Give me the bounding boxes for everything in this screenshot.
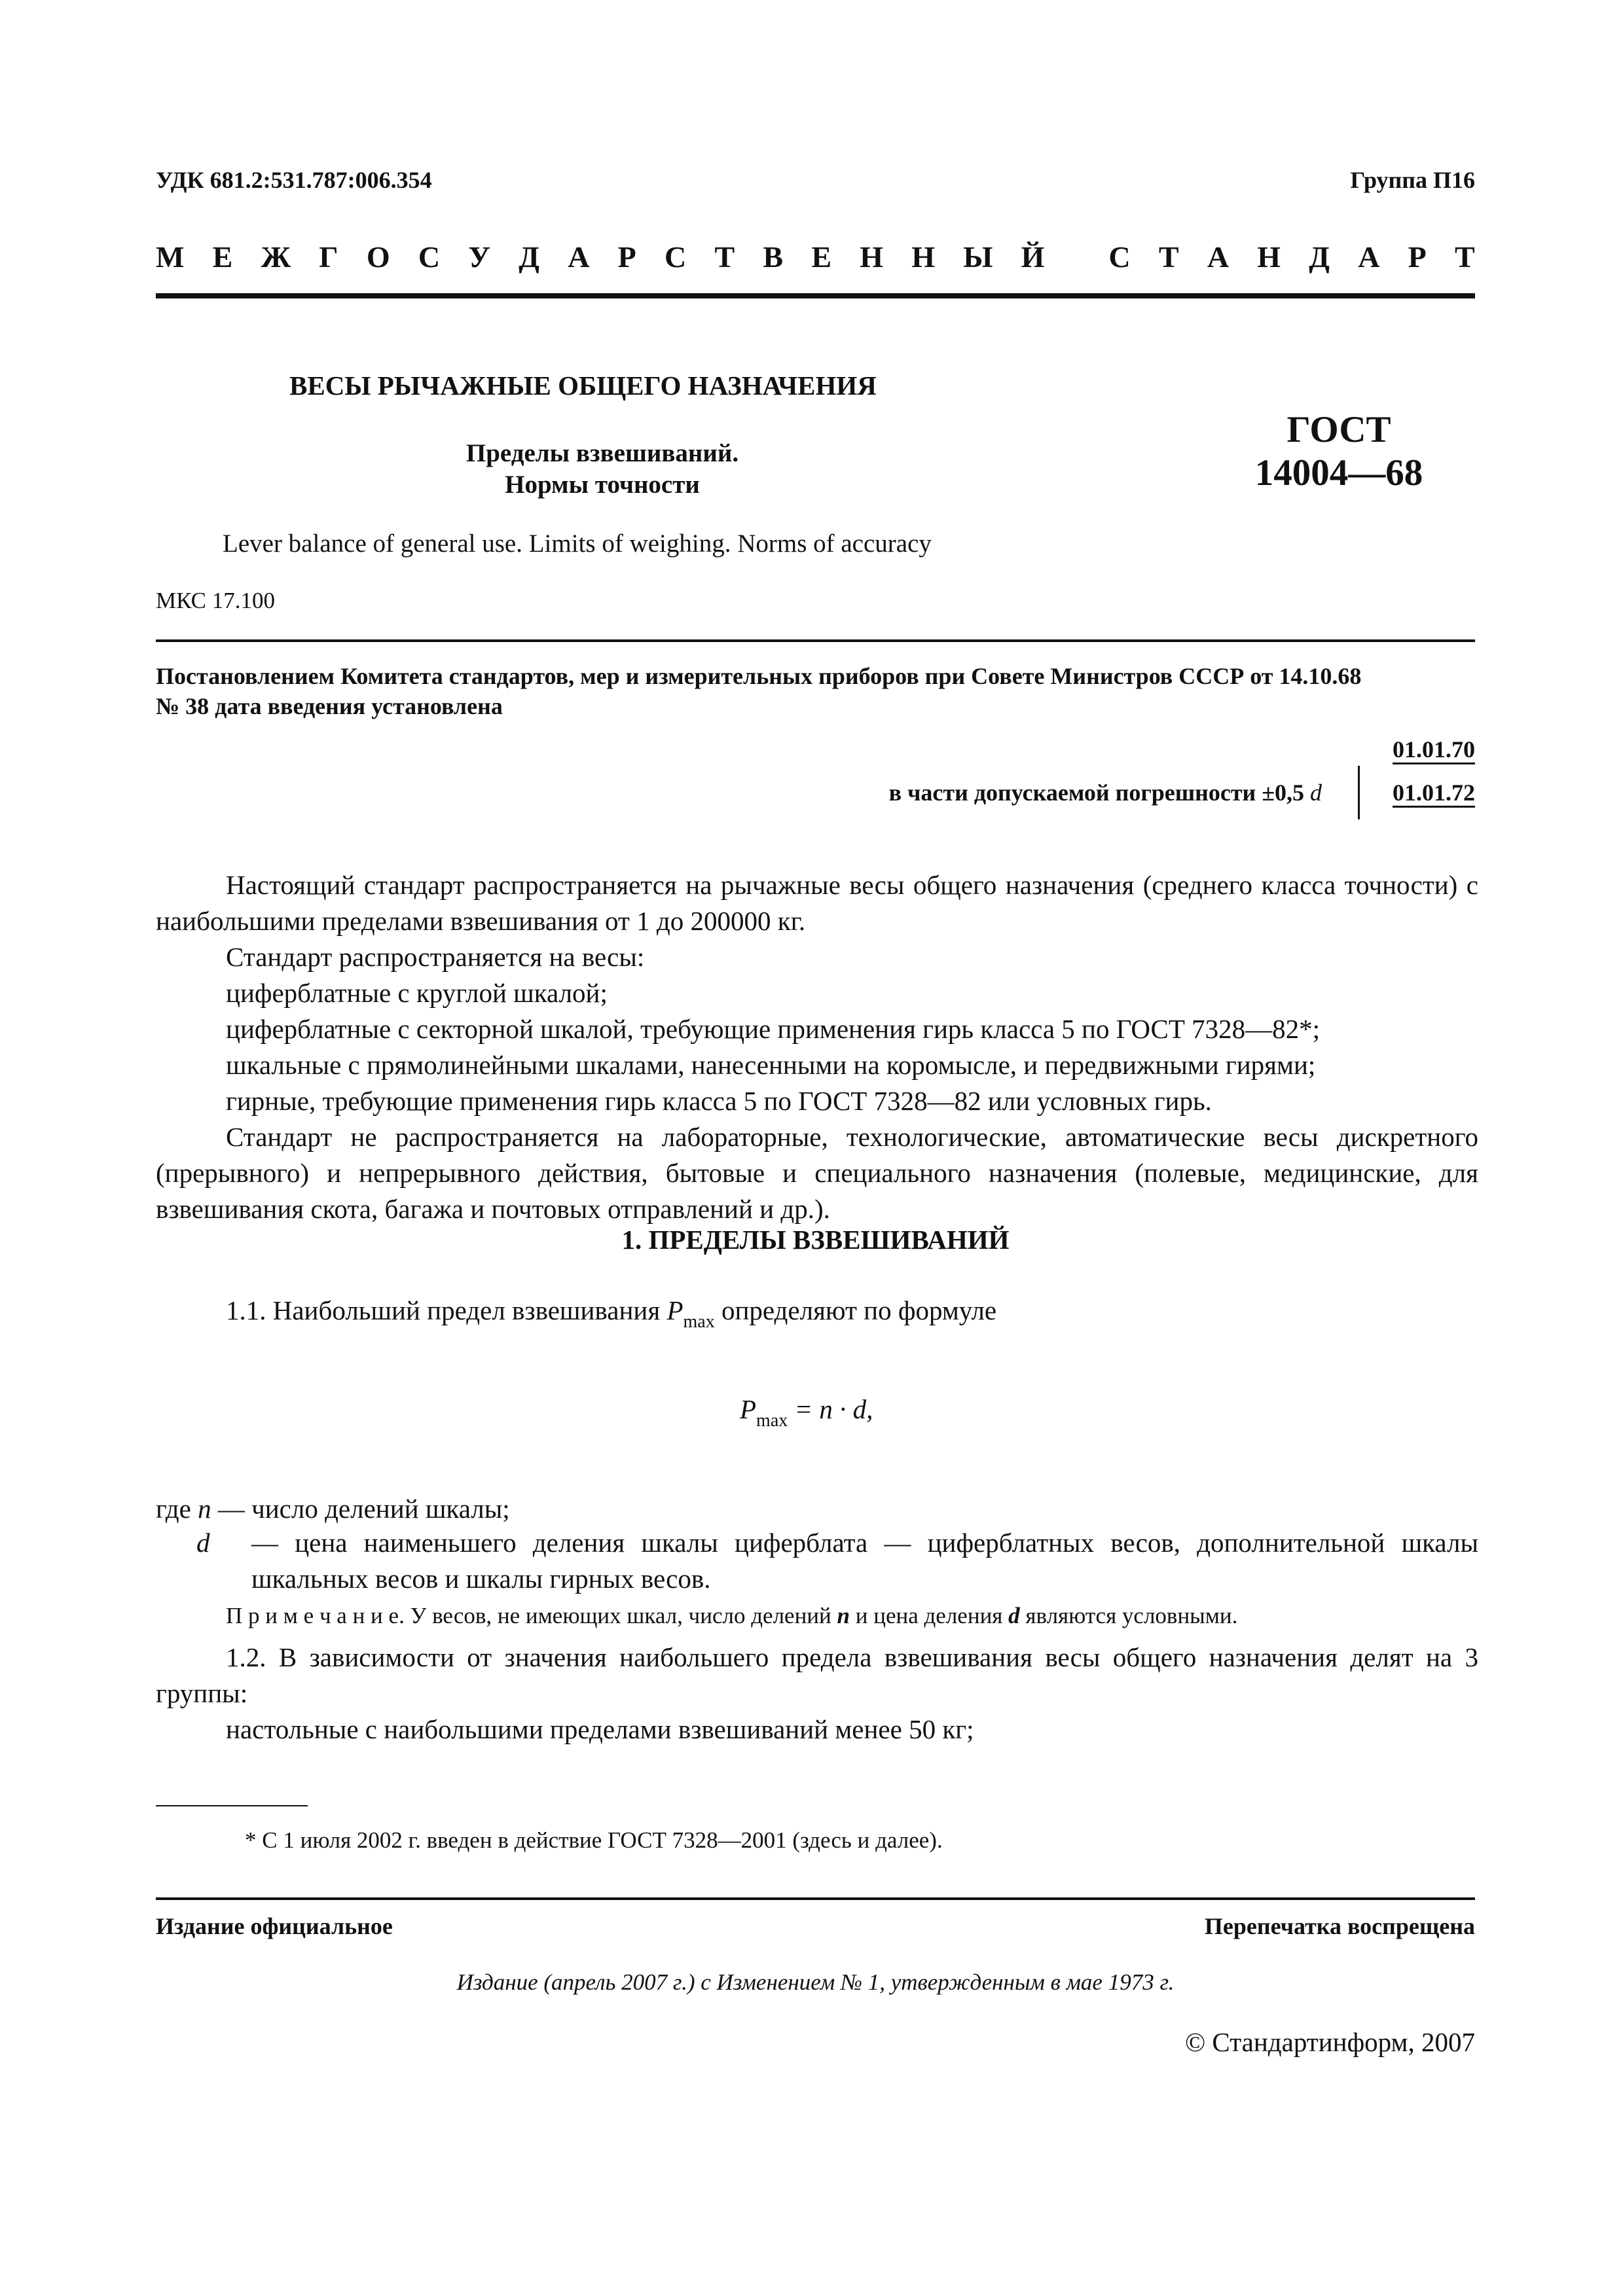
banner-letter: Н (911, 240, 936, 274)
banner-letter: В (763, 240, 784, 274)
banner-letter: Т (714, 240, 735, 274)
decree-rule (156, 639, 1475, 642)
note (226, 1603, 1237, 1629)
banner-rule (156, 293, 1475, 298)
footnote-rule (156, 1805, 308, 1806)
intro-paragraph-3: Стандарт не распространяется на лабораторные, технологические, автоматические весы дискретного (прерывного) и непрерывного действия, бытовые и специального назначения (полевые, медицинские, для взвешивания скота, багажа и почтовых отправлений и др.). (156, 1122, 1478, 1224)
intro-item-2: циферблатные с секторной шкалой, требующие применения гирь класса 5 по ГОСТ 7328—82*; (226, 1014, 1321, 1044)
clause-1-1-text-end: определяют по формуле (721, 1295, 997, 1325)
banner-letter: Р (1408, 240, 1427, 274)
document-subtitle-2: Нормы точности (505, 471, 700, 499)
banner-letter: Н (860, 240, 884, 274)
decree-line-1: Постановлением Комитета стандартов, мер и измерительных приборов при Совете Министров СССР от 14.10.68 (156, 663, 1362, 689)
decree-line-2: № 38 дата введения установлена (156, 693, 503, 719)
banner-letter: Н (1257, 240, 1281, 274)
udk-code: УДК 681.2:531.787:006.354 (156, 167, 432, 193)
banner-letter: Е (811, 240, 831, 274)
banner-gap (1073, 240, 1081, 274)
group-code: Группа П16 (1350, 167, 1475, 193)
footnote: * С 1 июля 2002 г. введен в действие ГОСТ 7328—2001 (здесь и далее). (245, 1827, 943, 1853)
effective-date-2: 01.01.72 (1393, 780, 1475, 806)
banner-letter: С (418, 240, 441, 274)
where-d-variable: d (196, 1528, 210, 1558)
banner-letter: Т (1455, 240, 1475, 274)
banner-letter: Р (617, 240, 636, 274)
banner-letter: Ж (261, 240, 291, 274)
edition-note: Издание (апрель 2007 г.) с Изменением № 1, утвержденным в мае 1973 г. (456, 1969, 1175, 1995)
note-text-3: являются условными. (1025, 1603, 1238, 1628)
banner-letter: Д (1309, 240, 1330, 274)
banner-letter: Ы (963, 240, 993, 274)
note-d-variable: d (1008, 1603, 1020, 1628)
intro-item-3: шкальные с прямолинейными шкалами, нанесенными на коромысле, и передвижными гирями; (226, 1050, 1316, 1080)
document-title: ВЕСЫ РЫЧАЖНЫЕ ОБЩЕГО НАЗНАЧЕНИЯ (289, 370, 877, 401)
section-heading: 1. ПРЕДЕЛЫ ВЗВЕШИВАНИЙ (621, 1225, 1010, 1255)
banner-letter: У (468, 240, 491, 274)
where-d-variable-wrap (196, 1525, 210, 1561)
date-separator (1358, 766, 1360, 819)
intro-paragraph-2: Стандарт распространяется на весы: (226, 942, 645, 972)
where-n-text: — число делений шкалы; (217, 1494, 510, 1524)
clause-1-2-item: настольные с наибольшими пределами взвешиваний менее 50 кг; (226, 1714, 974, 1744)
banner-letter: А (1207, 240, 1230, 274)
footer-rule (156, 1897, 1475, 1900)
intro-paragraph-1: Настоящий стандарт распространяется на рычажные весы общего назначения (среднего класса точности) с наибольшими пределами взвешивания от 1 до 200000 кг. (156, 870, 1478, 936)
banner-letter: А (1358, 240, 1380, 274)
effective-date-2-text: в части допускаемой погрешности ±0,5 (888, 780, 1304, 806)
where-word: где (156, 1494, 191, 1524)
effective-date-2-label (889, 779, 1322, 806)
official-edition: Издание официальное (156, 1913, 393, 1939)
formula-rest: = n · d, (794, 1394, 873, 1424)
banner-letter: О (366, 240, 390, 274)
banner-letter: С (1108, 240, 1131, 274)
clause-1-2: 1.2. В зависимости от значения наибольшего предела взвешивания весы общего назначения делят на 3 группы: (156, 1642, 1478, 1708)
note-text-1: У весов, не имеющих шкал, число делений (410, 1603, 831, 1628)
p-max-subscript: max (683, 1312, 715, 1332)
banner-letter: Г (319, 240, 338, 274)
where-n-variable: n (198, 1494, 211, 1524)
gost-number: 14004—68 (1254, 452, 1423, 493)
note-label: П р и м е ч а н и е. (226, 1603, 405, 1628)
banner-letter: Д (519, 240, 539, 274)
intro-item-1: циферблатные с круглой шкалой; (226, 978, 608, 1008)
where-n (156, 1491, 1478, 1527)
banner-letter: Т (1158, 240, 1179, 274)
banner-letter: А (568, 240, 590, 274)
intro-item-4: гирные, требующие применения гирь класса 5 по ГОСТ 7328—82 или условных гирь. (226, 1086, 1212, 1116)
gost-label: ГОСТ (1286, 409, 1391, 450)
where-d-text: — цена наименьшего деления шкалы циферблата — циферблатных весов, дополнительной шкалы шкальных весов и шкалы гирных весов. (251, 1528, 1478, 1594)
formula-subscript: max (756, 1410, 788, 1431)
banner-letter: Е (212, 240, 233, 274)
effective-date-2-variable: d (1310, 780, 1322, 806)
banner-letter: М (156, 240, 185, 274)
reprint-prohibited: Перепечатка воспрещена (1204, 1913, 1475, 1939)
banner-letter: Й (1021, 240, 1045, 274)
effective-date-1: 01.01.70 (1393, 736, 1475, 762)
copyright: © Стандартинформ, 2007 (1185, 2027, 1475, 2057)
note-text-2: и цена деления (855, 1603, 1003, 1628)
clause-1-1 (226, 1293, 1548, 1340)
banner-letter: С (665, 240, 687, 274)
formula (740, 1391, 1623, 1439)
document-subtitle-1: Пределы взвешиваний. (465, 439, 739, 467)
formula-p: P (740, 1394, 757, 1424)
mks-code: МКС 17.100 (156, 588, 275, 613)
english-title: Lever balance of general use. Limits of weighing. Norms of accuracy (223, 529, 932, 558)
clause-1-1-text: 1.1. Наибольший предел взвешивания (226, 1295, 661, 1325)
standard-banner (156, 240, 1475, 274)
note-n-variable: n (837, 1603, 850, 1628)
p-max-variable: P (666, 1295, 684, 1325)
